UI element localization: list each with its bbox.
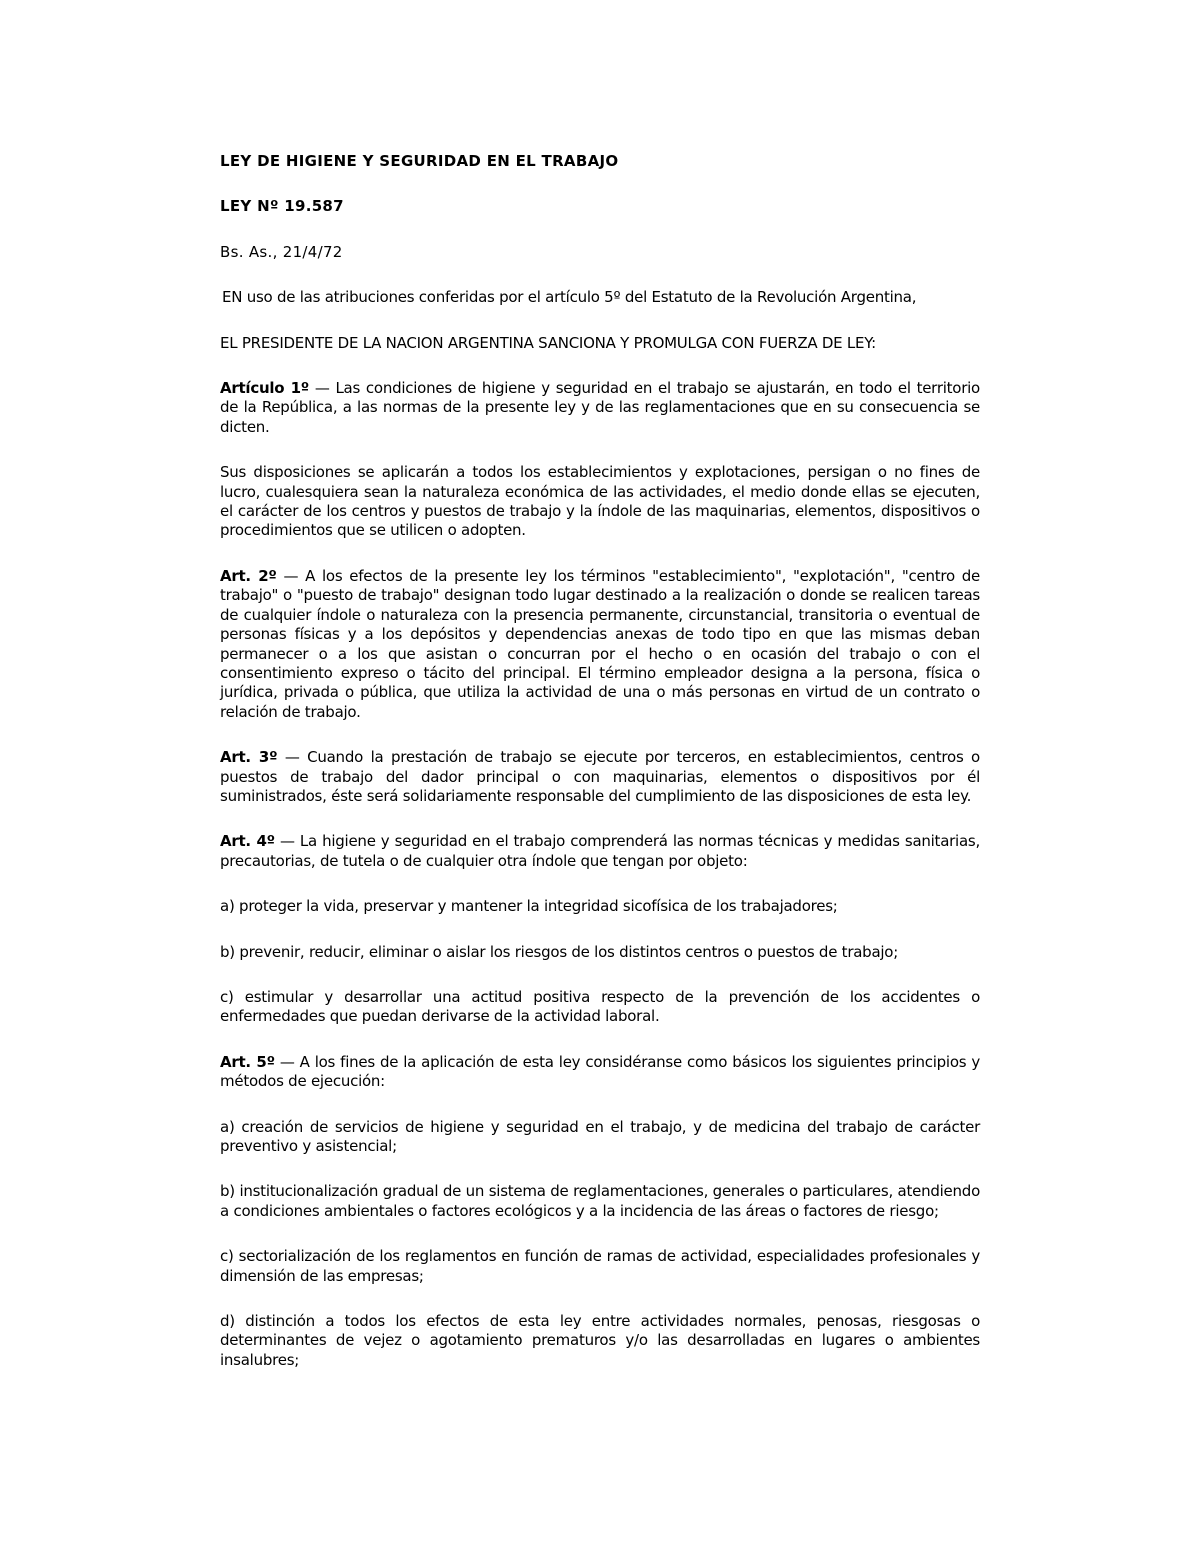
paragraph-article-4-item-b [220,943,980,962]
paragraph-article-1 [220,379,980,437]
paragraph-article-2 [220,567,980,722]
paragraph-text: — A los fines de la aplicación de esta ley considéranse como básicos los siguientes principios y métodos de ejecución: [220,1052,980,1091]
paragraph-article-5-item-b [220,1182,980,1221]
paragraph-article-1-scope [220,463,980,541]
paragraph-article-3 [220,748,980,806]
paragraph-article-4-item-c [220,988,980,1027]
paragraph-article-5-item-d [220,1312,980,1370]
paragraph-text: — Las condiciones de higiene y seguridad en el trabajo se ajustarán, en todo el territorio de la República, a las normas de la presente ley y de las reglamentaciones que en su consecuencia se dicten. [220,379,980,436]
paragraph-article-5-item-c [220,1247,980,1286]
paragraph-text: a) creación de servicios de higiene y seguridad en el trabajo, y de medicina del trabajo de carácter preventivo y asistencial; [220,1117,980,1155]
paragraph-text: Sus disposiciones se aplicarán a todos los establecimientos y explotaciones, persigan o no fines de lucro, cualesquiera sean la naturaleza económica de las actividades, el medio donde ellas se ejecuten, el carácter de los centros y puestos de trabajo y la índole de las maquinarias, elementos, dispositivos o procedimientos que se utilicen o adopten. [220,463,980,540]
article-label: Art. 5º [220,1052,275,1071]
dateline: Bs. As., 21/4/72 [220,242,343,261]
preamble: EN uso de las atribuciones conferidas por el artículo 5º del Estatuto de la Revolución Argentina, [222,288,917,307]
paragraph-text: c) sectorialización de los reglamentos en función de ramas de actividad, especialidades profesionales y dimensión de las empresas; [220,1247,980,1285]
document-page [220,152,980,1396]
paragraph-article-4-item-a [220,897,980,916]
paragraph-text: d) distinción a todos los efectos de esta ley entre actividades normales, penosas, riesgosas o determinantes de vejez o agotamiento prematuros y/o las desarrolladas en lugares o ambientes insalubres; [220,1312,980,1369]
article-label: Art. 4º [220,832,275,851]
paragraph-text: a) proteger la vida, preservar y mantener la integridad sicofísica de los trabajadores; [220,897,838,916]
paragraph-text: b) institucionalización gradual de un sistema de reglamentaciones, generales o particulares, atendiendo a condiciones ambientales o factores ecológicos y a la incidencia de las áreas o factores de riesgo; [220,1182,980,1220]
paragraph-article-4 [220,832,980,871]
law-number: LEY Nº 19.587 [220,197,344,216]
paragraph-text: b) prevenir, reducir, eliminar o aislar los riesgos de los distintos centros o puestos de trabajo; [220,942,899,961]
paragraph-text: — A los efectos de la presente ley los términos "establecimiento", "explotación", "centro de trabajo" o "puesto de trabajo" designan todo lugar destinado a la realización o donde se realicen tareas de cualquier índole o naturaleza con la presencia permanente, circunstancial, transitoria o eventual de personas físicas y a los depósitos y dependencias anexas de todo tipo en que las mismas deban permanecer o a los que asistan o concurran por el hecho o en ocasión del trabajo o con el consentimiento expreso o tácito del principal. El término empleador designa a la persona, física o jurídica, privada o pública, que utiliza la actividad de una o más personas en virtud de un contrato o relación de trabajo. [220,566,980,721]
paragraph-text: — Cuando la prestación de trabajo se ejecute por terceros, en establecimientos, centros o puestos de trabajo del dador principal o con maquinarias, elementos o dispositivos por él suministrados, éste será solidariamente responsable del cumplimiento de las disposiciones de esta ley. [220,748,980,805]
article-label: Artículo 1º [220,379,310,398]
paragraph-article-5-item-a [220,1118,980,1157]
document-title: LEY DE HIGIENE Y SEGURIDAD EN EL TRABAJO [220,152,619,170]
paragraph-text: — La higiene y seguridad en el trabajo comprenderá las normas técnicas y medidas sanitarias, precautorias, de tutela o de cualquier otra índole que tengan por objeto: [220,832,980,870]
enacting-clause: EL PRESIDENTE DE LA NACION ARGENTINA SANCIONA Y PROMULGA CON FUERZA DE LEY: [220,333,876,352]
article-label: Art. 3º [220,748,278,767]
article-label: Art. 2º [220,566,277,585]
paragraph-article-5 [220,1053,980,1092]
paragraph-text: c) estimular y desarrollar una actitud positiva respecto de la prevención de los accidentes o enfermedades que puedan derivarse de la actividad laboral. [220,987,980,1026]
